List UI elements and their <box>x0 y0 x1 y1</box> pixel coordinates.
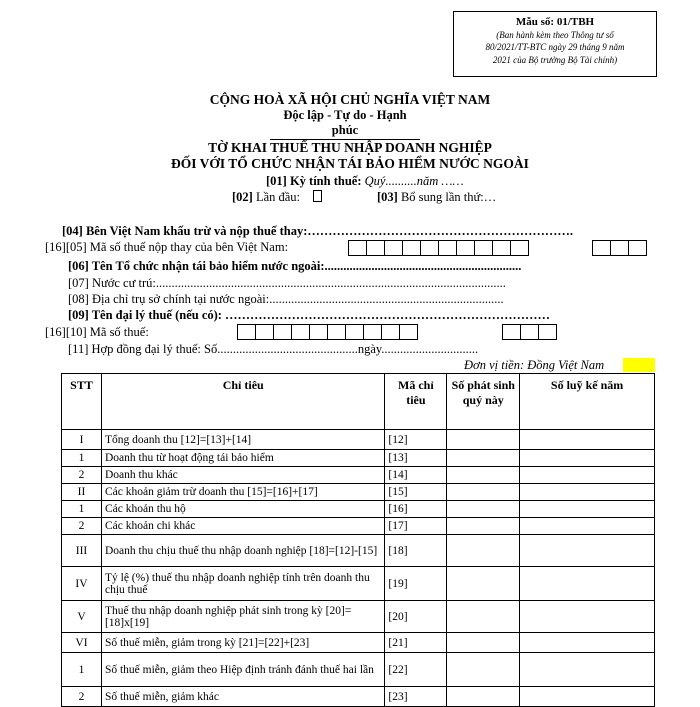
tax-period <box>266 174 464 189</box>
row-indicator: Doanh thu khác <box>101 467 384 484</box>
row-quarter-value[interactable] <box>447 518 520 535</box>
supplement <box>377 190 496 205</box>
row-quarter-value[interactable] <box>447 653 520 687</box>
tax-code-boxes-05[interactable] <box>348 240 528 256</box>
table-row <box>62 687 655 707</box>
row-cumulative-value[interactable] <box>520 687 655 707</box>
form-title-line1: TỜ KHAI THUẾ THU NHẬP DOANH NGHIỆP <box>208 140 492 155</box>
row-indicator: Các khoản giảm trừ doanh thu [15]=[16]+[17] <box>101 484 384 501</box>
row-stt: I <box>62 430 102 450</box>
row-stt: 2 <box>62 518 102 535</box>
tax-period-label: Kỳ tính thuế: <box>289 174 362 188</box>
row-indicator: Các khoản chi khác <box>101 518 384 535</box>
row-stt: II <box>62 484 102 501</box>
row-indicator: Số thuế miễn, giảm trong kỳ [21]=[22]+[23] <box>101 633 384 653</box>
col-header-stt: STT <box>62 374 102 430</box>
row-code: [15] <box>385 484 447 501</box>
row-stt: 1 <box>62 501 102 518</box>
table-row <box>62 484 655 501</box>
form-note-line: 2021 của Bộ trưởng Bộ Tài chính) <box>492 54 618 65</box>
row-stt: VI <box>62 633 102 653</box>
row-cumulative-value[interactable] <box>520 653 655 687</box>
row-code: [21] <box>385 633 447 653</box>
row-code: [13] <box>385 450 447 467</box>
table-row <box>62 567 655 601</box>
row-quarter-value[interactable] <box>447 535 520 567</box>
supplement-label: Bổ sung lần thứ:… <box>400 190 497 204</box>
row-cumulative-value[interactable] <box>520 567 655 601</box>
row-stt: V <box>62 601 102 633</box>
nation-heading: CỘNG HOÀ XÃ HỘI CHỦ NGHĨA VIỆT NAM <box>209 92 491 107</box>
row-quarter-value[interactable] <box>447 467 520 484</box>
field-06: [06] Tên Tổ chức nhận tái bảo hiểm nước ngoài:............................................................... <box>68 259 522 273</box>
row-stt: 1 <box>62 450 102 467</box>
table-row <box>62 501 655 518</box>
row-code: [14] <box>385 467 447 484</box>
tax-code-suffix-boxes-05[interactable] <box>592 240 646 256</box>
row-quarter-value[interactable] <box>447 567 520 601</box>
table-row <box>62 535 655 567</box>
table-row <box>62 467 655 484</box>
field-07: [07] Nước cư trú:................................................................................................................ <box>68 276 506 290</box>
tax-period-value: Quý..........năm …… <box>364 174 464 188</box>
form-note-line: 80/2021/TT-BTC ngày 29 tháng 9 năm <box>485 42 625 52</box>
table-row <box>62 430 655 450</box>
row-quarter-value[interactable] <box>447 430 520 450</box>
row-indicator: Tỷ lệ (%) thuế thu nhập doanh nghiệp tính trên doanh thu chịu thuế <box>101 567 384 601</box>
field-08: [08] Địa chỉ trụ sở chính tại nước ngoài:........................................................................... <box>68 292 504 306</box>
row-quarter-value[interactable] <box>447 601 520 633</box>
row-cumulative-value[interactable] <box>520 484 655 501</box>
row-stt: 2 <box>62 687 102 707</box>
table-row <box>62 450 655 467</box>
row-indicator: Số thuế miễn, giảm khác <box>101 687 384 707</box>
field-05: [16][05] Mã số thuế nộp thay của bên Việt Nam: <box>45 240 289 254</box>
row-code: [22] <box>385 653 447 687</box>
tax-code-suffix-boxes-10[interactable] <box>502 324 556 340</box>
row-cumulative-value[interactable] <box>520 633 655 653</box>
supplement-code: [03] <box>377 190 398 204</box>
row-quarter-value[interactable] <box>447 450 520 467</box>
row-stt: IV <box>62 567 102 601</box>
row-indicator: Doanh thu từ hoạt động tái bảo hiểm <box>101 450 384 467</box>
table-row <box>62 518 655 535</box>
form-title-line2: ĐỐI VỚI TỔ CHỨC NHẬN TÁI BẢO HIỂM NƯỚC NGOÀI <box>171 156 529 171</box>
highlight-mark <box>623 358 655 372</box>
row-quarter-value[interactable] <box>447 501 520 518</box>
row-cumulative-value[interactable] <box>520 501 655 518</box>
row-code: [12] <box>385 430 447 450</box>
row-cumulative-value[interactable] <box>520 601 655 633</box>
tax-table <box>61 373 655 707</box>
tax-period-code: [01] <box>266 174 287 188</box>
field-04: [04] Bên Việt Nam khấu trừ và nộp thuế thay:………………………………………………………. <box>62 224 573 238</box>
form-note-line: (Ban hành kèm theo Thông tư số <box>496 29 614 40</box>
row-indicator: Doanh thu chịu thuế thu nhập doanh nghiệp [18]=[12]-[15] <box>101 535 384 567</box>
table-row <box>62 633 655 653</box>
row-indicator: Tổng doanh thu [12]=[13]+[14] <box>101 430 384 450</box>
field-09: [09] Tên đại lý thuế (nếu có): …………………………………………………………………… <box>68 308 551 322</box>
table-row <box>62 601 655 633</box>
form-code-box <box>453 11 657 77</box>
row-cumulative-value[interactable] <box>520 450 655 467</box>
first-time-checkbox[interactable] <box>313 190 322 202</box>
col-header-cumulative: Số luỹ kế năm <box>520 374 655 430</box>
form-code: Mẫu số: 01/TBH <box>515 16 595 28</box>
row-cumulative-value[interactable] <box>520 467 655 484</box>
col-header-quarter: Số phát sinh quý này <box>447 374 520 430</box>
table-row <box>62 653 655 687</box>
tax-code-boxes-10[interactable] <box>237 324 417 340</box>
row-code: [23] <box>385 687 447 707</box>
row-stt: 2 <box>62 467 102 484</box>
row-quarter-value[interactable] <box>447 633 520 653</box>
row-cumulative-value[interactable] <box>520 430 655 450</box>
col-header-indicator: Chỉ tiêu <box>101 374 384 430</box>
first-time <box>232 190 322 205</box>
row-code: [19] <box>385 567 447 601</box>
row-indicator: Các khoản thu hộ <box>101 501 384 518</box>
row-code: [16] <box>385 501 447 518</box>
row-stt: 1 <box>62 653 102 687</box>
row-indicator: Thuế thu nhập doanh nghiệp phát sinh trong kỳ [20]=[18]x[19] <box>101 601 384 633</box>
row-quarter-value[interactable] <box>447 484 520 501</box>
row-code: [18] <box>385 535 447 567</box>
first-time-label: Lần đầu: <box>255 190 301 204</box>
row-quarter-value[interactable] <box>447 687 520 707</box>
row-code: [20] <box>385 601 447 633</box>
row-code: [17] <box>385 518 447 535</box>
row-cumulative-value[interactable] <box>520 518 655 535</box>
first-time-code: [02] <box>232 190 253 204</box>
row-cumulative-value[interactable] <box>520 535 655 567</box>
row-stt: III <box>62 535 102 567</box>
currency-unit: Đơn vị tiền: Đồng Việt Nam <box>464 358 605 372</box>
field-10: [16][10] Mã số thuế: <box>45 325 149 339</box>
motto: Độc lập - Tự do - Hạnh phúc <box>270 108 420 140</box>
field-11: [11] Hợp đồng đại lý thuế: Số.............................................ngày............................... <box>68 342 479 356</box>
row-indicator: Số thuế miễn, giảm theo Hiệp định tránh đánh thuế hai lần <box>101 653 384 687</box>
col-header-code: Mã chỉ tiêu <box>385 374 447 430</box>
